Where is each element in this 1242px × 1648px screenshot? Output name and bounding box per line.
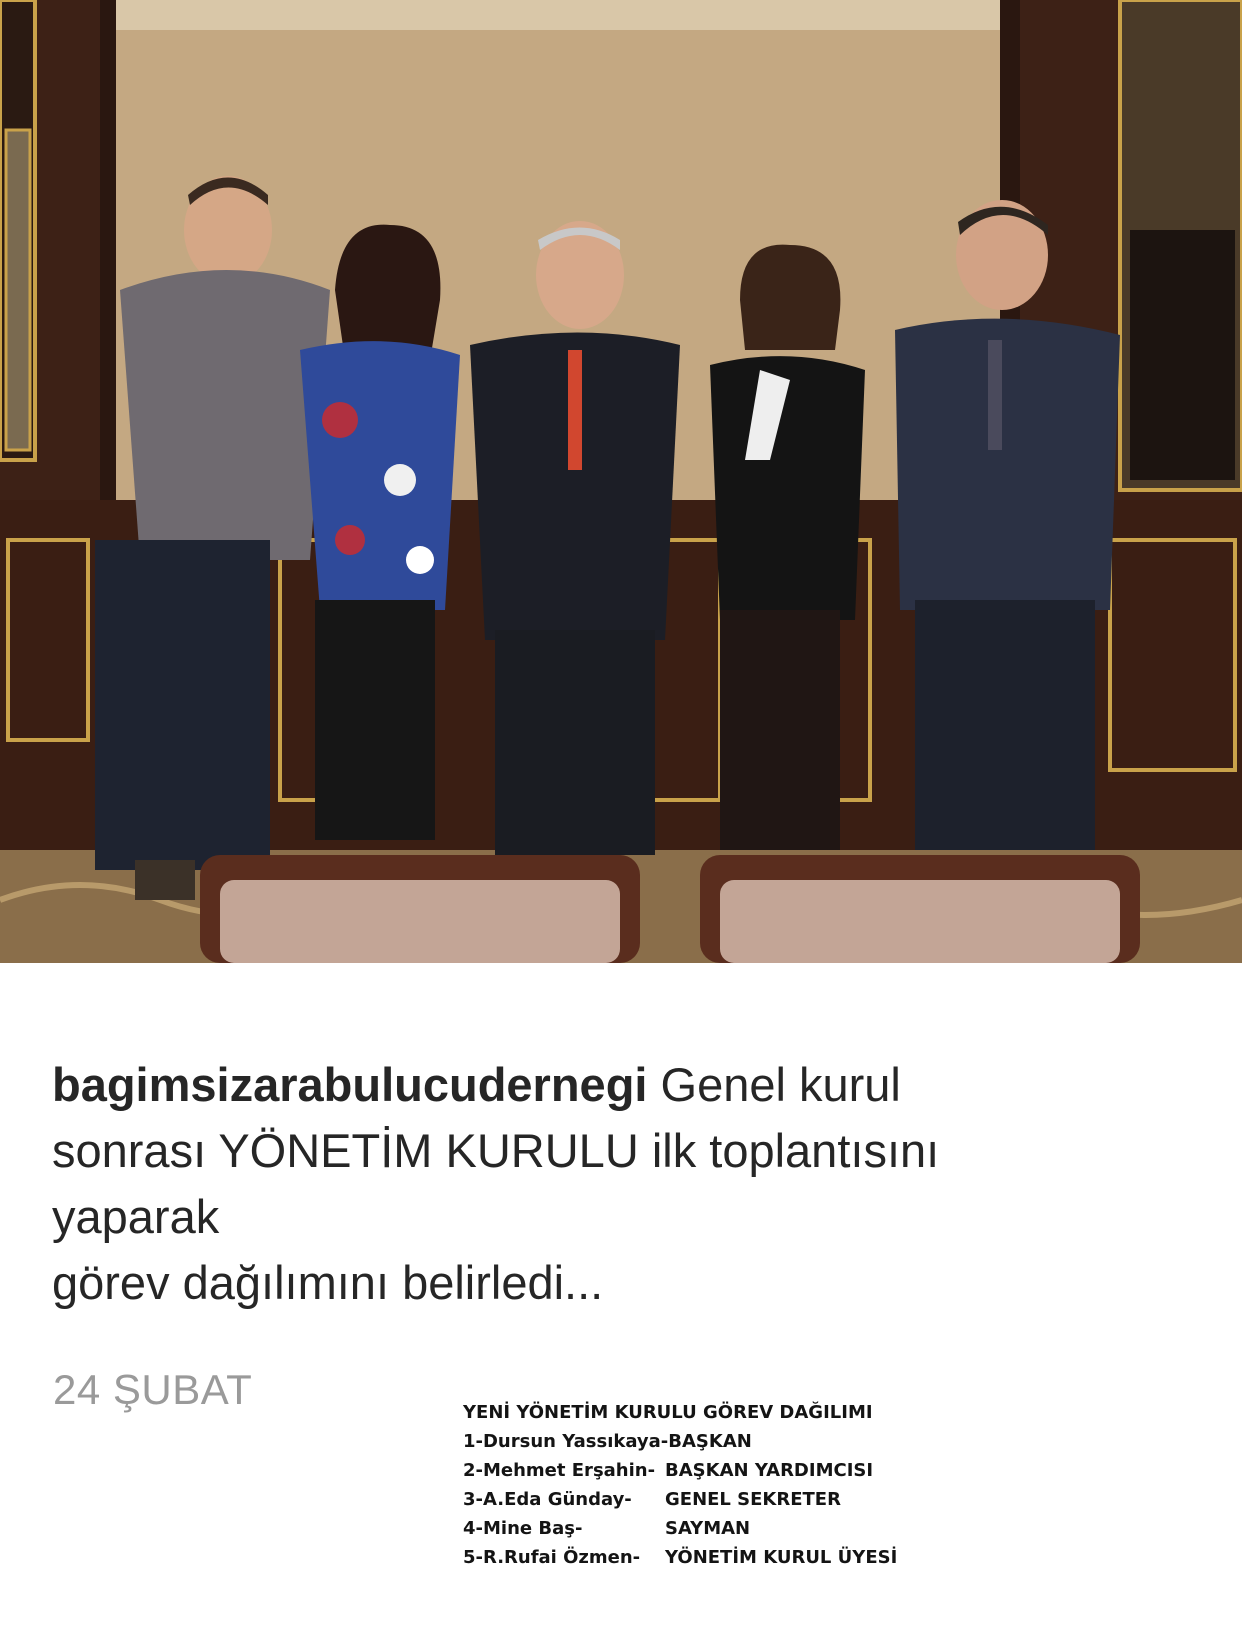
caption-line-4: görev dağılımını belirledi... <box>52 1256 604 1309</box>
member-role: GENEL SEKRETER <box>665 1489 841 1510</box>
chair-right <box>700 855 1140 963</box>
member-role: BAŞKAN YARDIMCISI <box>665 1460 874 1481</box>
member-name: 2-Mehmet Erşahin- <box>463 1460 656 1481</box>
duty-row-1 <box>463 1427 983 1456</box>
post-date: 24 ŞUBAT <box>53 1366 253 1413</box>
duty-row-2 <box>463 1456 983 1485</box>
chair-left <box>200 855 640 963</box>
duty-title: YENİ YÖNETİM KURULU GÖREV DAĞILIMI <box>463 1402 873 1423</box>
caption-line-3: yaparak <box>52 1190 220 1243</box>
duty-row-4 <box>463 1514 983 1543</box>
caption-line-2: sonrası YÖNETİM KURULU ilk toplantısını <box>52 1124 940 1177</box>
member-name: 1-Dursun Yassıkaya- <box>463 1431 669 1452</box>
member-role: YÖNETİM KURUL ÜYESİ <box>665 1547 898 1568</box>
duty-list <box>463 1398 983 1572</box>
member-role: SAYMAN <box>665 1518 751 1539</box>
member-name: 4-Mine Baş- <box>463 1518 583 1539</box>
duty-row-3 <box>463 1485 983 1514</box>
member-role: BAŞKAN <box>668 1431 752 1452</box>
member-name: 3-A.Eda Günday- <box>463 1489 632 1510</box>
duty-row-5 <box>463 1543 983 1572</box>
post-caption <box>52 1052 1212 1316</box>
caption-line-1: Genel kurul <box>660 1058 901 1111</box>
username-link[interactable]: bagimsizarabulucudernegi <box>52 1058 648 1111</box>
member-name: 5-R.Rufai Özmen- <box>463 1547 641 1568</box>
